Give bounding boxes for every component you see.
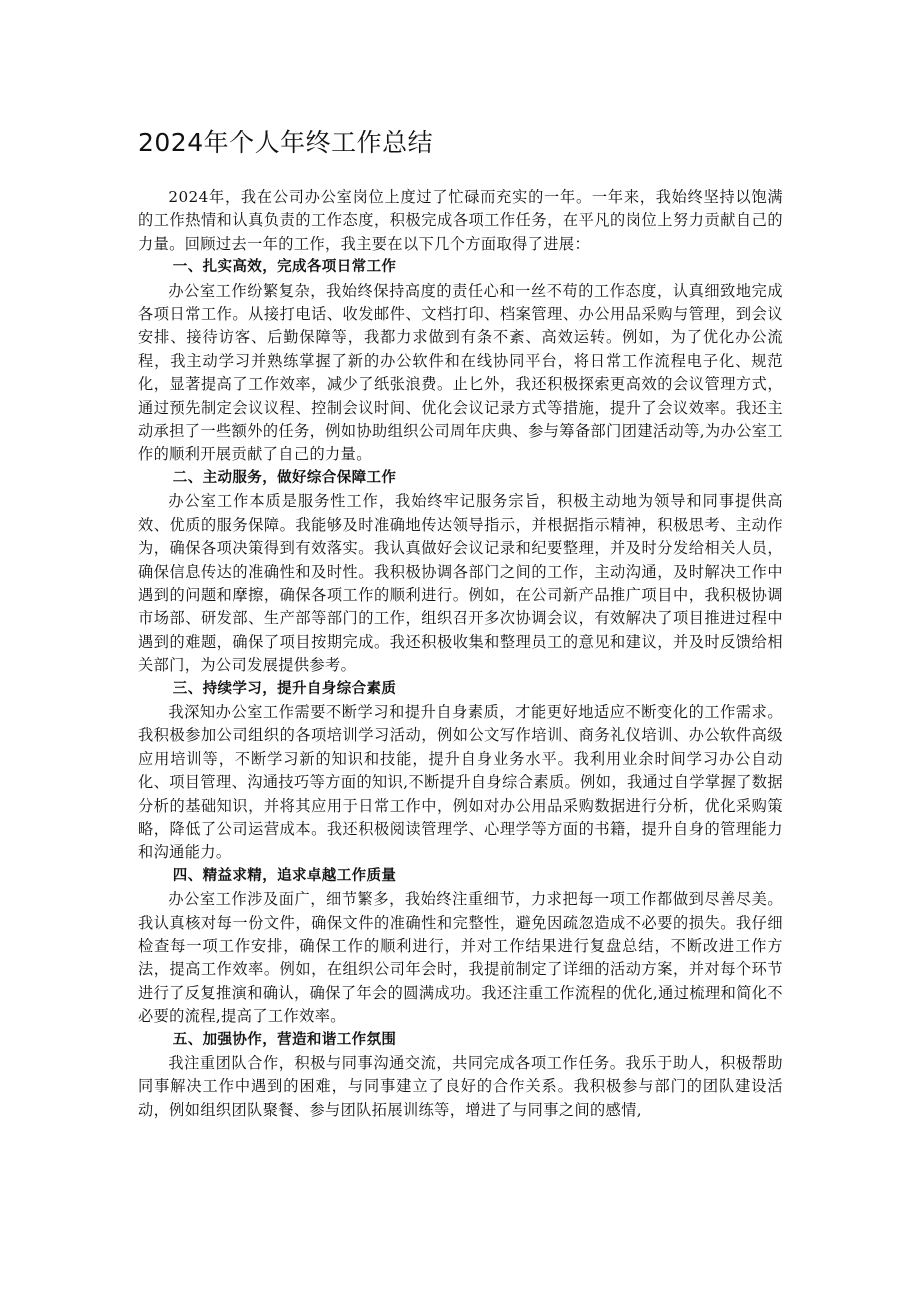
intro-paragraph: 2024年，我在公司办公室岗位上度过了忙碌而充实的一年。一年来，我始终坚持以饱满的工作热情和认真负责的工作态度，积极完成各项工作任务，在平凡的岗位上努力贡献自己的力量。回顾过去一年的工作，我主要在以下几个方面取得了进展： bbox=[138, 188, 783, 253]
section-4 bbox=[138, 865, 783, 1029]
document-page bbox=[138, 126, 783, 1122]
section-heading: 五、加强协作，营造和谐工作氛围 bbox=[172, 1031, 397, 1048]
section-heading: 三、持续学习，提升自身综合素质 bbox=[172, 680, 397, 697]
document-title: 2024年个人年终工作总结 bbox=[138, 128, 434, 157]
section-body: 办公室工作本质是服务性工作，我始终牢记服务宗旨，积极主动地为领导和同事提供高效、优质的服务保障。我能够及时准确地传达领导指示，并根据指示精神，积极思考、主动作为，确保各项决策得到有效落实。我认真做好会议记录和纪要整理，并及时分发给相关人员，确保信息传达的准确性和及时性。我积极协调各部门之间的工作，主动沟通，及时解决工作中遇到的问题和摩擦，确保各项工作的顺利进行。例如，在公司新产品推广项目中，我积极协调市场部、研发部、生产部等部门的工作，组织召开多次协调会议，有效解决了项目推进过程中遇到的难题，确保了项目按期完成。我还积极收集和整理员工的意见和建议，并及时反馈给相关部门，为公司发展提供参考。 bbox=[138, 492, 783, 675]
section-body: 我注重团队合作，积极与同事沟通交流，共同完成各项工作任务。我乐于助人，积极帮助同事解决工作中遇到的困难，与同事建立了良好的合作关系。我积极参与部门的团队建设活动，例如组织团队聚餐、参与团队拓展训练等，增进了与同事之间的感情, bbox=[138, 1054, 783, 1119]
section-2 bbox=[138, 467, 783, 678]
section-body: 办公室工作纷繁复杂，我始终保持高度的责任心和一丝不苟的工作态度，认真细致地完成各项日常工作。从接打电话、收发邮件、文档打印、档案管理、办公用品采购与管理，到会议安排、接待访客、后勤保障等，我都力求做到有条不紊、高效运转。例如，为了优化办公流程，我主动学习并熟练掌握了新的办公软件和在线协同平台，将日常工作流程电子化、规范化，显著提高了工作效率，减少了纸张浪费。止匕外，我还积极探索更高效的会议管理方式，通过预先制定会议议程、控制会议时间、优化会议记录方式等措施，提升了会议效率。我还主动承担了一些额外的任务，例如协助组织公司周年庆典、参与筹备部门团建活动等,为办公室工作的顺利开展贡献了自己的力量。 bbox=[138, 281, 783, 464]
section-1 bbox=[138, 256, 783, 467]
section-body: 办公室工作涉及面广，细节繁多，我始终注重细节，力求把每一项工作都做到尽善尽美。我认真核对每一份文件，确保文件的准确性和完整性，避免因疏忽造成不必要的损失。我仔细检查每一项工作安排，确保工作的顺利进行，并对工作结果进行复盘总结，不断改进工作方法，提高工作效率。例如，在组织公司年会时，我提前制定了详细的活动方案，并对每个环节进行了反复推演和确认，确保了年会的圆满成功。我还注重工作流程的优化,通过梳理和简化不必要的流程,提高了工作效率。 bbox=[138, 890, 783, 1026]
section-heading: 一、扎实高效，完成各项日常工作 bbox=[172, 259, 397, 276]
section-body: 我深知办公室工作需要不断学习和提升自身素质，才能更好地适应不断变化的工作需求。我积极参加公司组织的各项培训学习活动，例如公文写作培训、商务礼仪培训、办公软件高级应用培训等，不断学习新的知识和技能，提升自身业务水平。我利用业余时间学习办公自动化、项目管理、沟通技巧等方面的知识,不断提升自身综合素质。例如，我通过自学掌握了数据分析的基础知识，并将其应用于日常工作中，例如对办公用品采购数据进行分析，优化采购策略，降低了公司运营成本。我还积极阅读管理学、心理学等方面的书籍，提升自身的管理能力和沟通能力。 bbox=[138, 702, 783, 862]
section-heading: 四、精益求精，追求卓越工作质量 bbox=[172, 867, 397, 884]
section-3 bbox=[138, 678, 783, 865]
section-heading: 二、主动服务，做好综合保障工作 bbox=[172, 469, 397, 486]
section-5 bbox=[138, 1029, 783, 1123]
